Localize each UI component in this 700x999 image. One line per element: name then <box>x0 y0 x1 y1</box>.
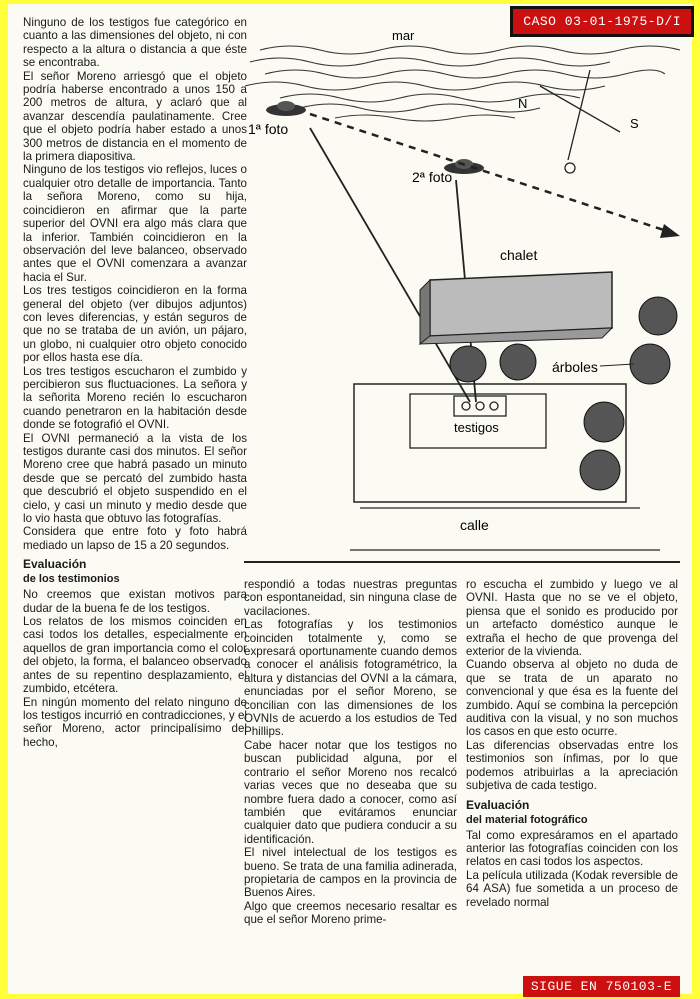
right-paragraph: ro escucha el zumbido y luego ve al OVNI. Hasta que no se ve el objeto, piensa que el sonido es producido por un artefacto doméstico aunque le extraña el hecho de que provenga del exterior de la vivienda. <box>466 578 678 659</box>
ufo-trajectory <box>310 114 670 232</box>
right-paragraph: Las diferencias observadas entre los testimonios son ínfimas, por lo que podemos atribuirlas a la apreciación subjetiva de cada testigo. <box>466 738 678 793</box>
section-subtitle-photos: del material fotográfico <box>466 813 588 826</box>
left-paragraph: Los tres testigos escucharon el zumbido y percibieron sus fluctuaciones. La señora y la señorita Moreno recién lo escucharon cuando penetraron en la habitación desde donde se fotografió el OVNI. <box>23 364 247 432</box>
sighting-diagram <box>240 10 692 566</box>
continuation-badge: SIGUE EN 750103-E <box>523 976 680 997</box>
ufo-photo-1-icon <box>266 101 306 116</box>
section-title-testimonies: Evaluación <box>23 557 87 572</box>
compass-north: N <box>518 96 528 111</box>
trees-pointer <box>600 364 634 366</box>
street-label: calle <box>460 517 489 533</box>
left-paragraph: El señor Moreno arriesgó que el objeto podría haberse encontrado a unos 150 a 200 metros de altura, y aclaró que al avanzar descendía paulatinamente. Cree que el objeto podría haber estado a unos 300 metros de distancia en el momento de la primera diapositiva. <box>23 69 247 164</box>
document-page <box>8 4 692 994</box>
sea-waves <box>245 46 680 121</box>
middle-paragraph: Algo que creemos necesario resaltar es que el señor Moreno prime- <box>244 899 457 927</box>
left-paragraph: Ninguno de los testigos fue categórico en cuanto a las dimensiones del objeto, ni con respecto a la altura o distancia a que éste se encontraba. <box>23 16 247 70</box>
left-paragraph: No creemos que existan motivos para dudar de la buena fe de los testigos. <box>23 588 247 615</box>
chalet-label: chalet <box>500 247 538 263</box>
sea-label: mar <box>392 28 415 43</box>
section-subtitle-testimonies: de los testimonios <box>23 573 120 586</box>
photo1-label: 1ª foto <box>248 121 289 137</box>
right-paragraph: La película utilizada (Kodak reversible de 64 ASA) fue sometida a un proceso de revelado normal <box>466 868 678 909</box>
compass-south: S <box>630 116 639 131</box>
left-paragraph: Considera que entre foto y foto habrá mediado un lapso de 15 a 20 segundos. <box>23 525 247 552</box>
middle-paragraph: respondió a todas nuestras preguntas con espontaneidad, sin ninguna clase de vacilaciones. <box>244 578 457 618</box>
property-outline <box>354 384 626 502</box>
left-paragraph: Ninguno de los testigos vio reflejos, luces o cualquier otro detalle de importancia. Tanto la señora Moreno, como su hija, coincidieron en afirmar que la parte superior del OVNI era algo más clara que la inferior. También coincidieron en la observación del leve balanceo, observado antes que el OVNI comenzara a avanzar hacia el Sur. <box>23 163 247 284</box>
trajectory-arrowhead-icon <box>660 224 680 238</box>
middle-column <box>244 578 457 988</box>
witnesses-label: testigos <box>454 420 499 435</box>
compass-rose <box>540 70 620 173</box>
left-column <box>23 16 247 994</box>
middle-paragraph: El nivel intelectual de los testigos es bueno. Se trata de una familia adinerada, propietaria de campos en la provincia de Buenos Aires. <box>244 846 457 900</box>
left-paragraph: Los relatos de los mismos coinciden en casi todos los detalles, especialmente en aquellos de gran importancia como el color del objeto, la forma, el balanceo observado antes de su repentino desplazamiento, el zumbido, etcétera. <box>23 615 247 696</box>
middle-paragraph: Cabe hacer notar que los testigos no buscan publicidad alguna, por el contrario el señor Moreno nos recalcó varias veces que no deseaba que su nombre fuera dado a conocer, como así también que evitáramos enunciar cualquier dato que pudiera conducir a su identificación. <box>244 738 457 846</box>
left-paragraph: En ningún momento del relato ninguno de los testigos incurrió en contradicciones, y el señor Moreno, actor principalísimo del hecho, <box>23 695 247 749</box>
section-title-photos: Evaluación <box>466 797 530 812</box>
right-column <box>466 578 678 988</box>
left-paragraph: Los tres testigos coincidieron en la forma general del objeto (ver dibujos adjuntos) con leves diferencias, y están seguros de que no se trataba de un avión, un pájaro, un globo, ni cualquier otro objeto conocido por ellos hasta ese día. <box>23 284 247 365</box>
photo2-label: 2ª foto <box>412 169 453 185</box>
middle-paragraph: Las fotografías y los testimonios coinciden totalmente y, como se expresará oportunamente cuando demos a conocer el análisis fotogramétrico, la altura y distancias del OVNI a la cámara, enunciadas por el señor Moreno, se concilian con las dimensiones de los OVNIs de acuerdo a los estudios de Ted Phillips. <box>244 618 457 739</box>
trees-label: árboles <box>552 359 598 375</box>
left-paragraph: El OVNI permaneció a la vista de los testigos durante casi dos minutos. El señor Moreno cree que habrá pasado un minuto desde que se percató del zumbido hasta que descubrió el objeto suspendido en el cielo, y casi un minuto y medio desde que lo vio hasta que obtuvo las fotografías. <box>23 431 247 526</box>
witness-markers <box>462 402 498 410</box>
chalet-building <box>420 272 612 344</box>
case-id-badge: CASO 03-01-1975-D/I <box>510 6 694 37</box>
right-paragraph: Cuando observa al objeto no duda de que se trata de un aparato no convencional y que ésa es la fuente del zumbido. Aquí se combina la percepción auditiva con la visual, y no son muchos los casos en que esto ocurre. <box>466 658 678 739</box>
diagram-bottom-rule <box>244 561 680 563</box>
right-paragraph: Tal como expresáramos en el apartado anterior las fotografías coinciden con los relatos en casi todos los aspectos. <box>466 828 678 869</box>
